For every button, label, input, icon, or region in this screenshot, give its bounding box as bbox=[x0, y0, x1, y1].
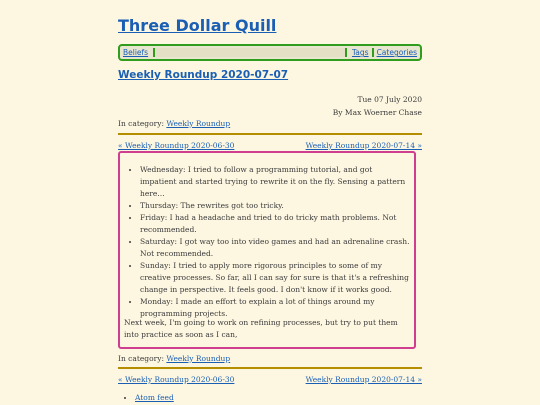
nav-categories-link[interactable]: Categories bbox=[372, 48, 420, 57]
divider-bottom bbox=[118, 367, 422, 369]
nav-bar bbox=[118, 44, 422, 61]
nav-beliefs-link[interactable]: Beliefs bbox=[123, 48, 149, 57]
list-item: • Saturday: I got way too into video games and had an adrenaline crash. Not recommended. bbox=[140, 236, 410, 260]
closing-paragraph: Next week, I'm going to work on refining processes, but try to put them into practice as soon as I can, bbox=[124, 318, 398, 339]
list-item: • Sunday: I tried to apply more rigorous principles to some of my creative processes. So far, all I can say for sure is that it's a refreshing change in perspective. It feels good. I don't know if it works good. bbox=[140, 260, 410, 296]
next-post-link[interactable]: Weekly Roundup 2020-07-14 » bbox=[305, 375, 422, 384]
post-content bbox=[118, 151, 416, 349]
footer-links bbox=[118, 393, 174, 402]
post-category-bottom bbox=[118, 354, 230, 363]
list-item: • Wednesday: I tried to follow a programming tutorial, and got impatient and started trying to rewrite it on the fly. Sensing a pattern here… bbox=[140, 164, 410, 200]
next-post-link[interactable]: Weekly Roundup 2020-07-14 » bbox=[305, 141, 422, 150]
post-title-link[interactable]: Weekly Roundup 2020-07-07 bbox=[118, 69, 289, 81]
post-date: Tue 07 July 2020 bbox=[357, 95, 422, 104]
list-item: • Thursday: The rewrites got too tricky. bbox=[140, 200, 410, 212]
category-label: In category: bbox=[118, 119, 164, 128]
post-author: By Max Woerner Chase bbox=[332, 108, 422, 117]
nav-spacer bbox=[153, 48, 347, 57]
category-link[interactable]: Weekly Roundup bbox=[166, 354, 231, 363]
category-label: In category: bbox=[118, 354, 164, 363]
atom-feed-link[interactable]: Atom feed bbox=[135, 393, 174, 402]
prev-post-link[interactable]: « Weekly Roundup 2020-06-30 bbox=[118, 375, 235, 384]
nav-tags-link[interactable]: Tags bbox=[351, 48, 369, 57]
site-title-link[interactable]: Three Dollar Quill bbox=[118, 16, 277, 35]
list-item: • Monday: I made an effort to explain a lot of things around my programming projects. bbox=[140, 296, 410, 320]
prev-post-link[interactable]: « Weekly Roundup 2020-06-30 bbox=[118, 141, 235, 150]
post-category-top bbox=[118, 119, 230, 128]
pager-top bbox=[118, 141, 422, 150]
category-link[interactable]: Weekly Roundup bbox=[166, 119, 231, 128]
pager-bottom bbox=[118, 375, 422, 384]
list-item: • Friday: I had a headache and tried to do tricky math problems. Not recommended. bbox=[140, 212, 410, 236]
roundup-list bbox=[120, 164, 410, 320]
divider-top bbox=[118, 133, 422, 135]
